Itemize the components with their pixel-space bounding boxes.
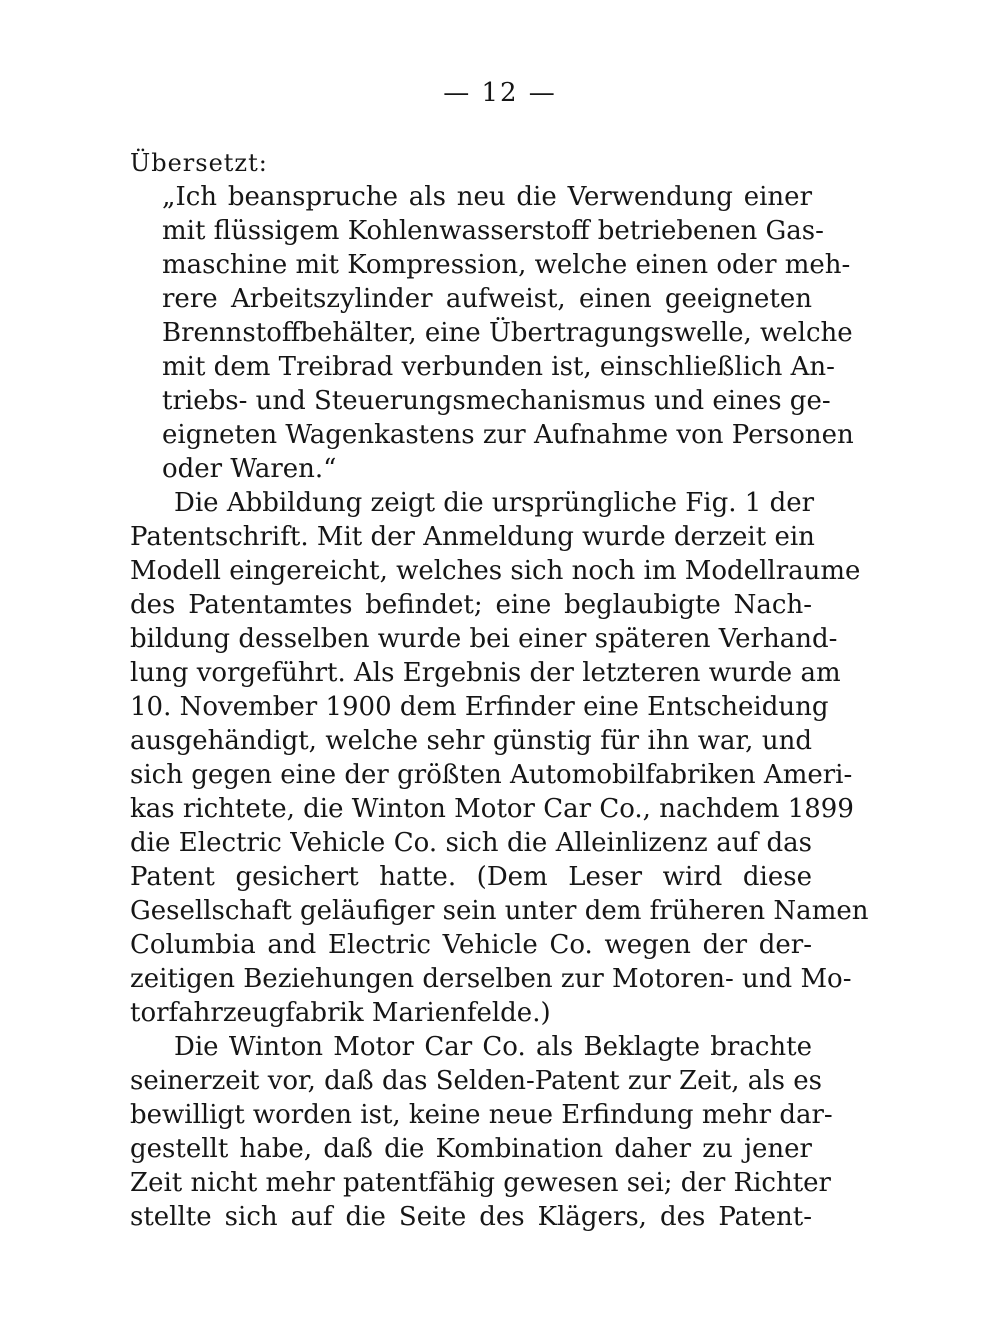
text-line: seinerzeit vor, daß das Selden-Patent zur Zeit, als es xyxy=(130,1066,822,1096)
text-line: die Electric Vehicle Co. sich die Alleinlizenz auf das xyxy=(130,828,812,858)
text-line: Patent gesichert hatte. (Dem Leser wird diese xyxy=(130,862,812,892)
text-line: Zeit nicht mehr patentfähig gewesen sei; der Richter xyxy=(130,1168,831,1198)
page-number: — 12 — xyxy=(443,78,557,108)
text-line: „Ich beanspruche als neu die Verwendung einer xyxy=(162,182,812,212)
text-line: Die Winton Motor Car Co. als Beklagte brachte xyxy=(174,1032,812,1062)
text-line: triebs- und Steuerungsmechanismus und eines ge- xyxy=(162,386,831,416)
text-line: torfahrzeugfabrik Marienfelde.) xyxy=(130,998,551,1028)
text-line: Patentschrift. Mit der Anmeldung wurde derzeit ein xyxy=(130,522,815,552)
text-line: bildung desselben wurde bei einer späteren Verhand- xyxy=(130,624,838,654)
text-line: mit flüssigem Kohlenwasserstoff betriebenen Gas- xyxy=(162,216,824,246)
text-line: Gesellschaft geläufiger sein unter dem früheren Namen xyxy=(130,896,869,926)
text-line: kas richtete, die Winton Motor Car Co., nachdem 1899 xyxy=(130,794,854,824)
paragraph-winton-defense xyxy=(130,1030,833,1234)
text-line: 10. November 1900 dem Erfinder eine Entscheidung xyxy=(130,692,829,722)
paragraph-patent-history xyxy=(130,486,869,1030)
text-line: ausgehändigt, welche sehr günstig für ihn war, und xyxy=(130,726,812,756)
text-line: maschine mit Kompression, welche einen oder meh- xyxy=(162,250,851,280)
text-line: bewilligt worden ist, keine neue Erfindung mehr dar- xyxy=(130,1100,833,1130)
text-line: lung vorgeführt. Als Ergebnis der letzteren wurde am xyxy=(130,658,841,688)
text-line: zeitigen Beziehungen derselben zur Motoren- und Mo- xyxy=(130,964,852,994)
text-line: mit dem Treibrad verbunden ist, einschließlich An- xyxy=(162,352,835,382)
text-line: eigneten Wagenkastens zur Aufnahme von Personen xyxy=(162,420,854,450)
section-heading: Übersetzt: xyxy=(130,149,268,177)
text-line: oder Waren.“ xyxy=(162,454,337,484)
text-line: sich gegen eine der größten Automobilfabriken Ameri- xyxy=(130,760,853,790)
text-line: Die Abbildung zeigt die ursprüngliche Fig. 1 der xyxy=(174,488,815,518)
text-line: Columbia and Electric Vehicle Co. wegen der der- xyxy=(130,930,812,960)
text-line: stellte sich auf die Seite des Klägers, des Patent- xyxy=(130,1202,812,1232)
text-line: gestellt habe, daß die Kombination daher zu jener xyxy=(130,1134,812,1164)
page-body xyxy=(130,146,869,1234)
text-line: Modell eingereicht, welches sich noch im Modellraume xyxy=(130,556,861,586)
translated-patent-claim xyxy=(162,180,854,486)
text-line: Brennstoffbehälter, eine Übertragungswelle, welche xyxy=(162,318,853,348)
text-line: des Patentamtes befindet; eine beglaubigte Nach- xyxy=(130,590,812,620)
text-line: rere Arbeitszylinder aufweist, einen geeigneten xyxy=(162,284,812,314)
